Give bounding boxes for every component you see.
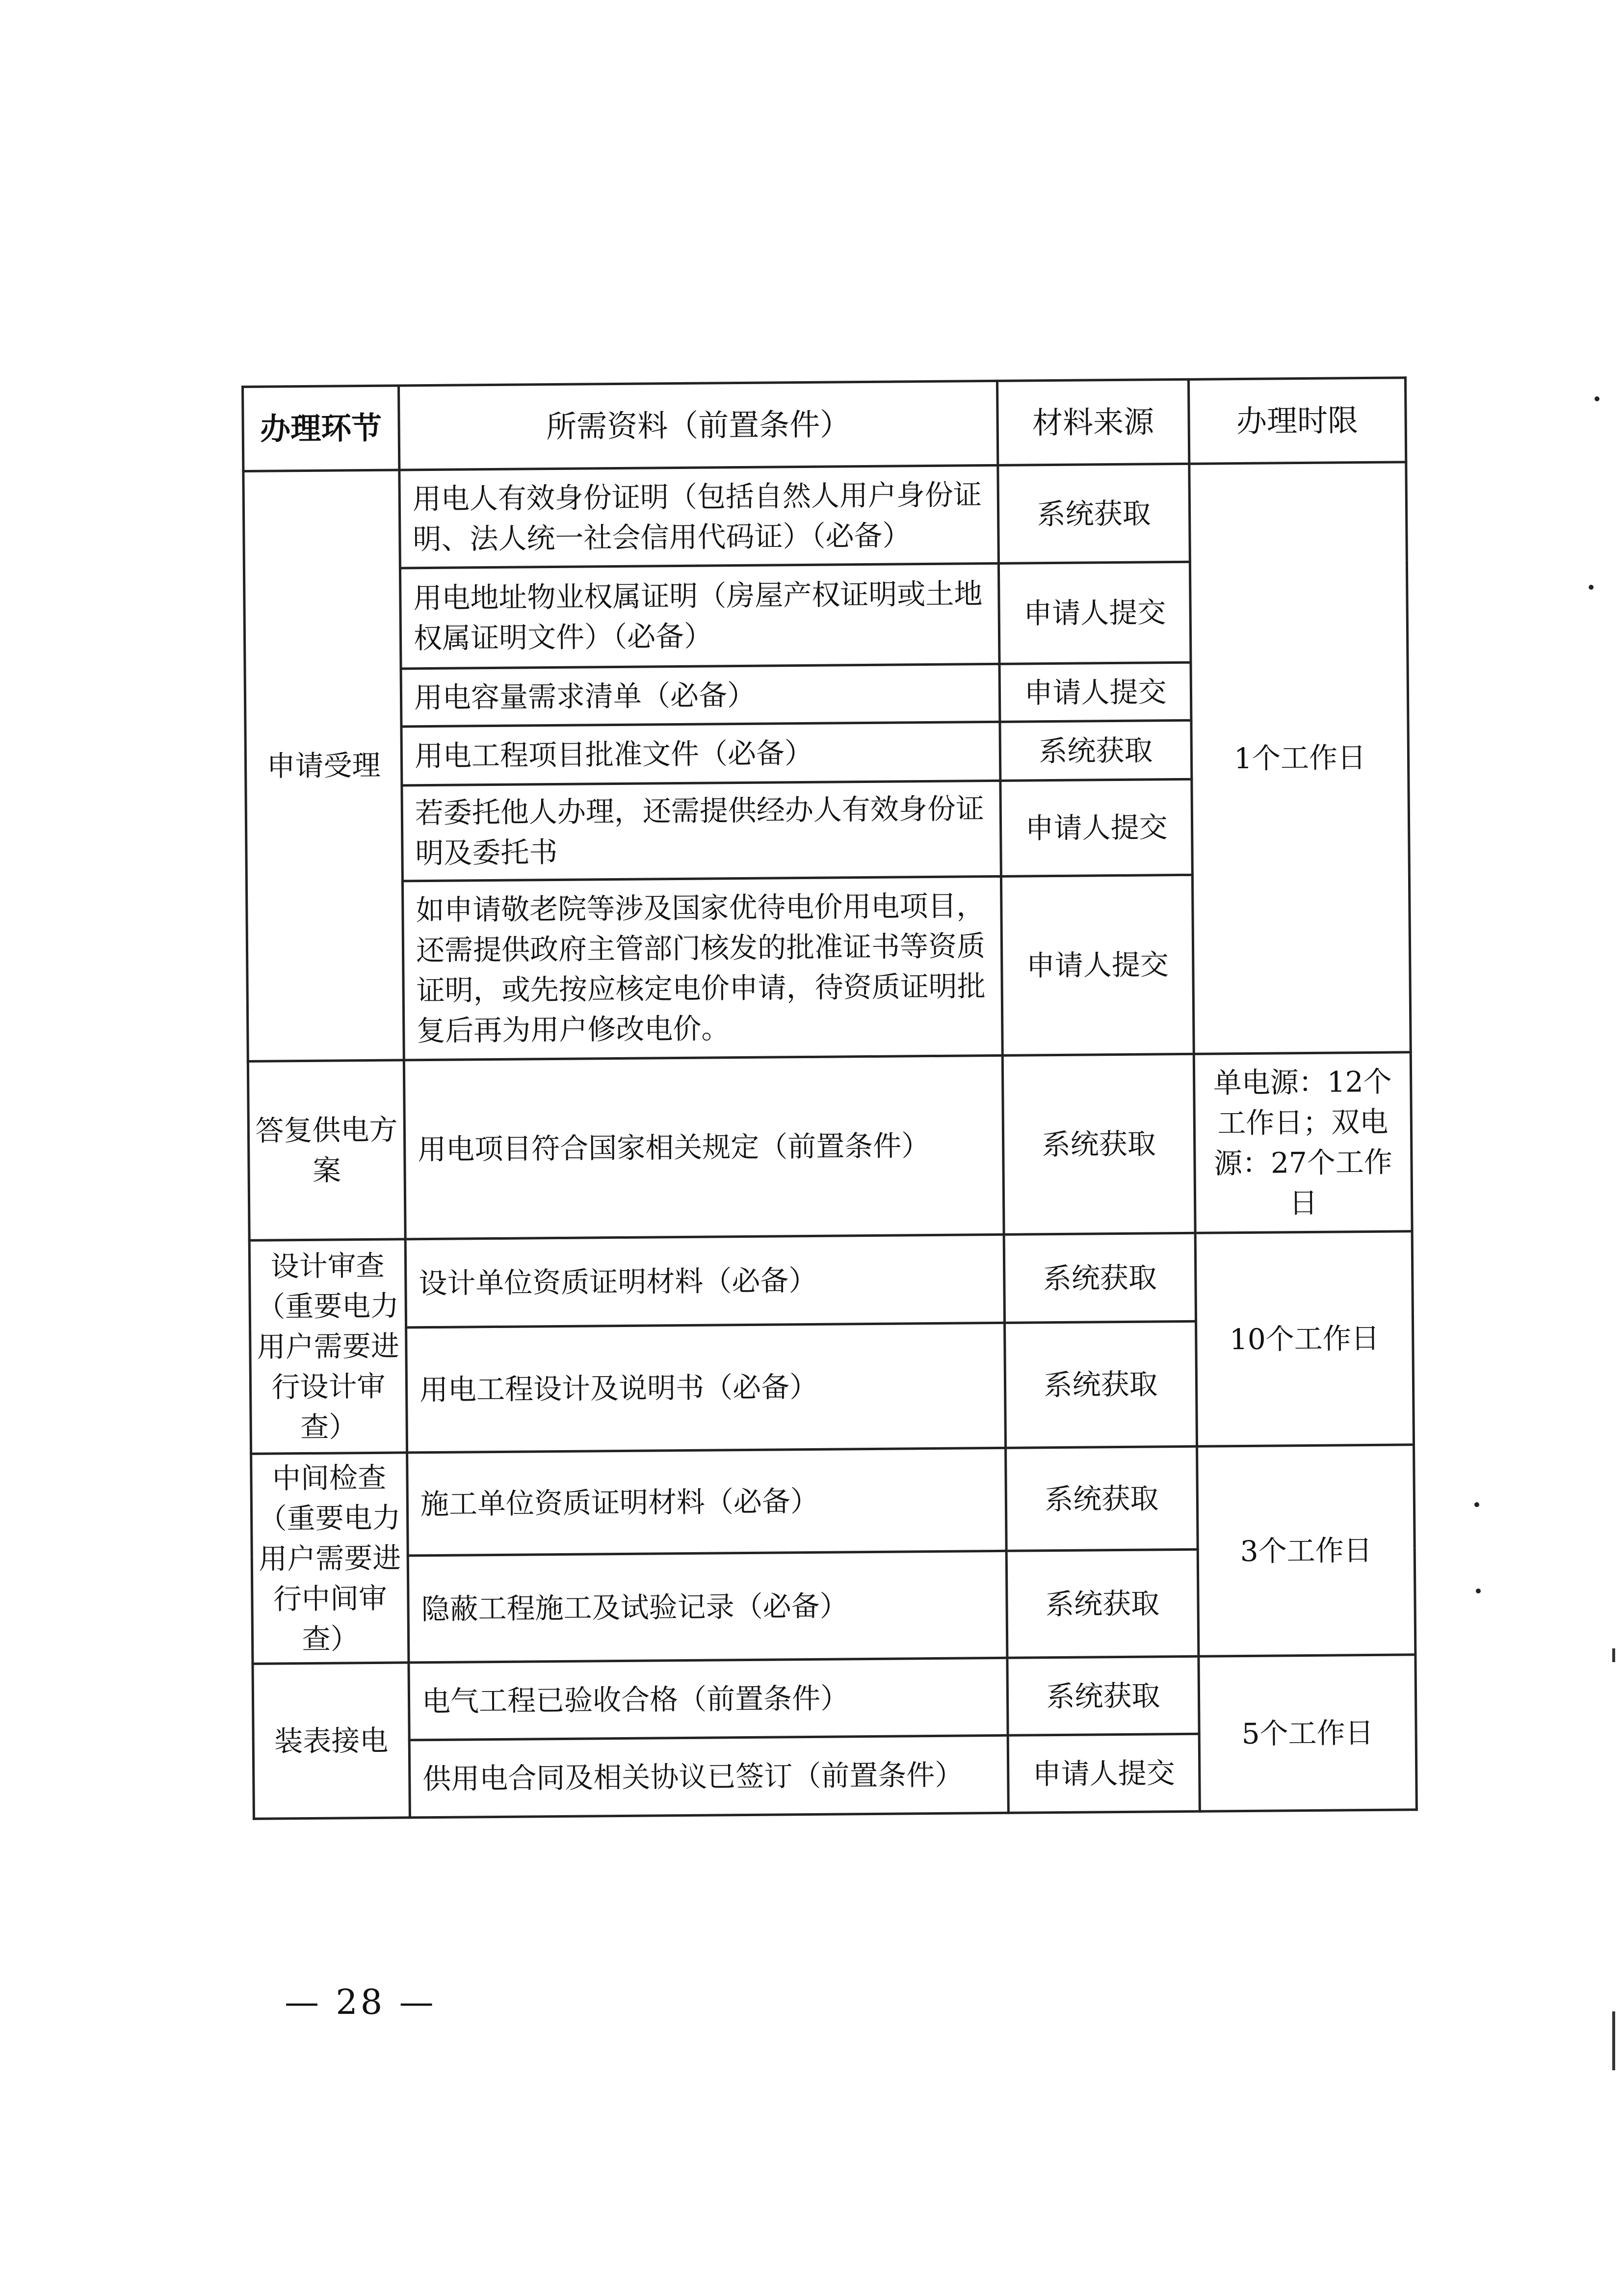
stage-name: 中间检查（重要电力用户需要进行中间审查） <box>251 1453 409 1664</box>
source-cell: 系统获取 <box>1006 1549 1199 1658</box>
scan-speck <box>1589 585 1594 590</box>
source-cell: 申请人提交 <box>1001 875 1194 1055</box>
time-limit-cell: 单电源：12个工作日；双电源：27个工作日 <box>1194 1052 1412 1233</box>
requirement-cell: 隐蔽工程施工及试验记录（必备） <box>408 1551 1007 1663</box>
source-cell: 系统获取 <box>1000 720 1192 781</box>
source-cell: 系统获取 <box>1006 1446 1198 1551</box>
time-limit-cell: 1个工作日 <box>1189 462 1411 1054</box>
requirement-cell: 若委托他人办理，还需提供经办人有效身份证明及委托书 <box>402 781 1001 881</box>
table-row <box>248 1052 1412 1241</box>
requirement-cell: 供用电合同及相关协议已签订（前置条件） <box>409 1735 1008 1818</box>
scan-edge-mark <box>1612 1648 1615 1662</box>
stage-name: 答复供电方案 <box>248 1060 405 1240</box>
requirement-cell: 施工单位资质证明材料（必备） <box>407 1448 1007 1556</box>
stage-name: 申请受理 <box>243 470 404 1061</box>
source-cell: 系统获取 <box>998 464 1190 563</box>
requirements-table <box>241 376 1418 1820</box>
requirement-cell: 用电地址物业权属证明（房屋产权证明或土地权属证明文件）（必备） <box>400 563 999 669</box>
time-limit-cell: 3个工作日 <box>1197 1445 1415 1656</box>
time-limit-cell: 10个工作日 <box>1195 1231 1414 1446</box>
scan-edge-mark <box>1612 2011 1615 2070</box>
header-requirements: 所需资料（前置条件） <box>399 381 998 470</box>
source-cell: 申请人提交 <box>1000 779 1193 876</box>
source-cell: 系统获取 <box>1002 1054 1195 1234</box>
source-cell: 系统获取 <box>1007 1656 1199 1735</box>
header-stage: 办理环节 <box>243 386 399 471</box>
table-row <box>243 462 1407 570</box>
scan-speck <box>1474 1502 1479 1507</box>
source-cell: 申请人提交 <box>998 562 1191 664</box>
table-row <box>249 1231 1413 1329</box>
source-cell: 系统获取 <box>1005 1321 1197 1448</box>
requirement-cell: 用电工程设计及说明书（必备） <box>406 1323 1006 1453</box>
scan-speck <box>1476 1589 1481 1593</box>
source-cell: 系统获取 <box>1004 1233 1196 1323</box>
stage-name: 设计审查（重要电力用户需要进行设计审查） <box>249 1239 407 1454</box>
source-cell: 申请人提交 <box>999 662 1191 722</box>
header-time-limit: 办理时限 <box>1188 378 1406 464</box>
time-limit-cell: 5个工作日 <box>1199 1655 1416 1811</box>
requirement-cell: 用电容量需求清单（必备） <box>401 664 1000 727</box>
requirement-cell: 用电项目符合国家相关规定（前置条件） <box>404 1055 1004 1239</box>
requirement-cell: 设计单位资质证明材料（必备） <box>405 1234 1004 1328</box>
table-row <box>253 1655 1416 1742</box>
header-source: 材料来源 <box>997 379 1189 465</box>
requirement-cell: 用电人有效身份证明（包括自然人用户身份证明、法人统一社会信用代码证）（必备） <box>399 465 999 568</box>
scan-speck <box>1595 396 1599 401</box>
table-row <box>251 1445 1415 1557</box>
table-header-row <box>243 378 1406 471</box>
requirement-cell: 用电工程项目批准文件（必备） <box>401 722 1000 785</box>
source-cell: 申请人提交 <box>1008 1734 1200 1813</box>
requirement-cell: 电气工程已验收合格（前置条件） <box>409 1658 1008 1740</box>
requirement-cell: 如申请敬老院等涉及国家优待电价用电项目，还需提供政府主管部门核发的批准证书等资质证明，或先按应核定电价申请，待资质证明批复后再为用户修改电价。 <box>402 876 1002 1060</box>
page-number: — 28 — <box>285 1982 437 2022</box>
stage-name: 装表接电 <box>253 1663 410 1819</box>
